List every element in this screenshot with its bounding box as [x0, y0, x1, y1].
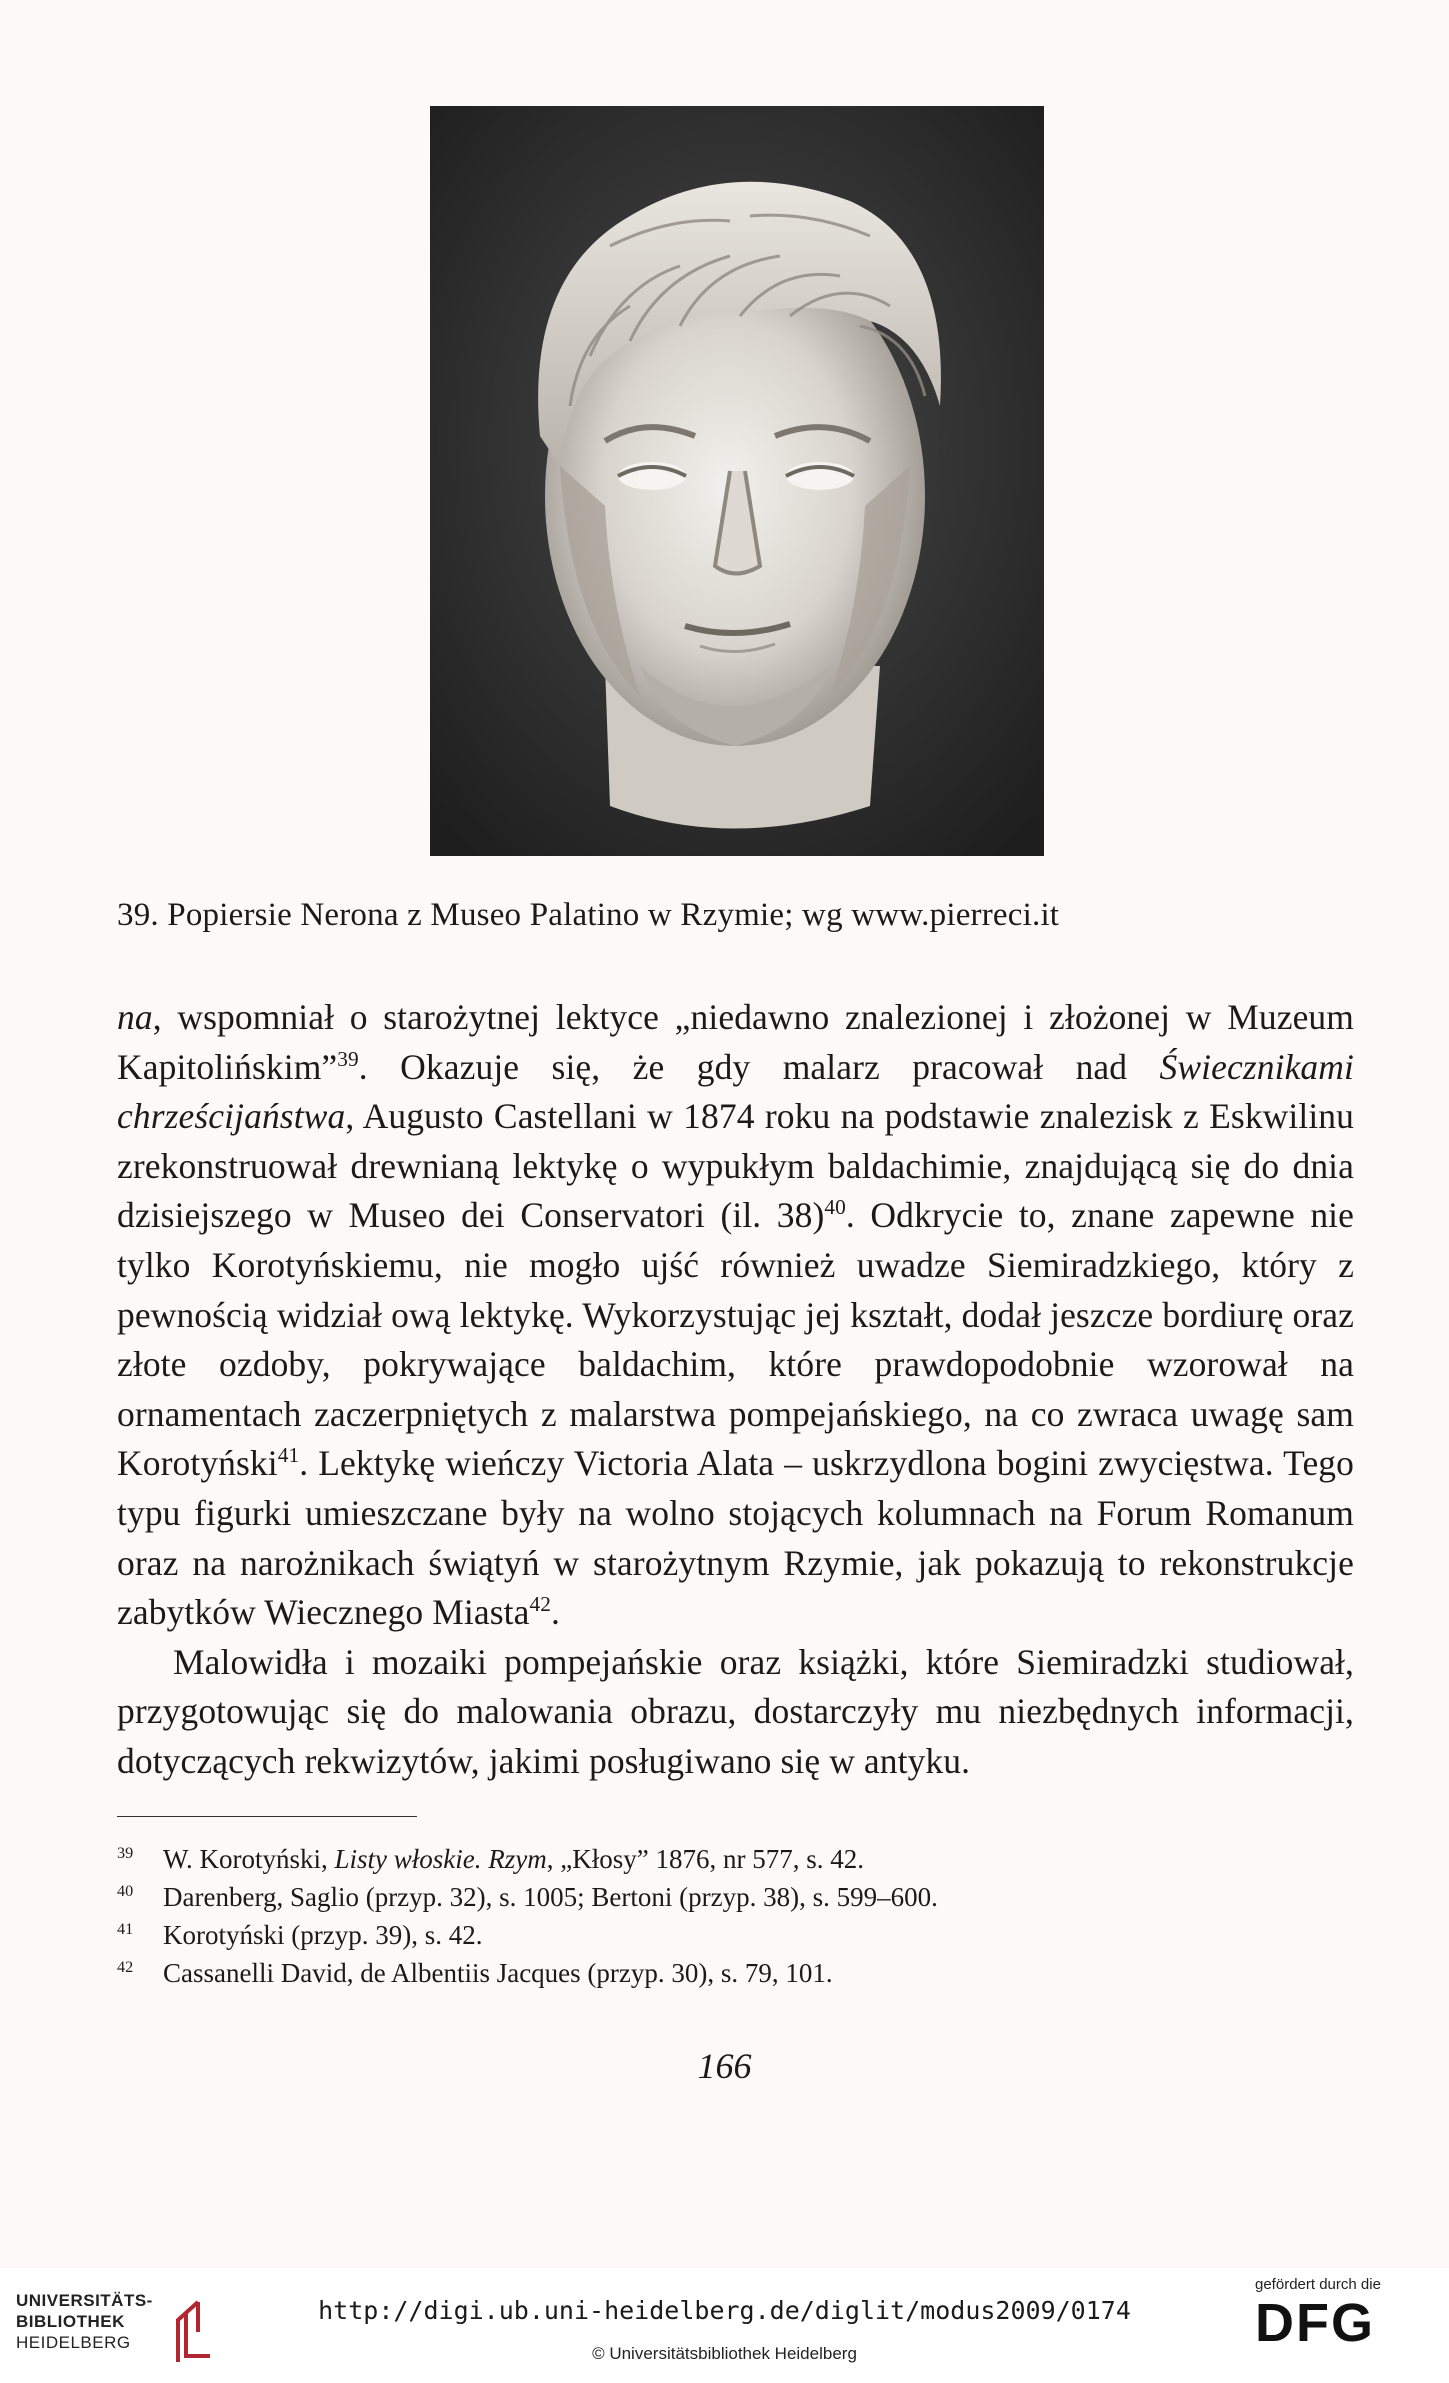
footnote-ref-41[interactable]: 41 — [277, 1443, 300, 1468]
footnote-ref-42[interactable]: 42 — [529, 1592, 551, 1617]
paragraph-1 — [117, 993, 1354, 1638]
page-number: 166 — [697, 2046, 752, 2086]
footnote: $^{40}$ Darenberg, Saglio (przyp. 32), s. 1005; Bertoni (przyp. 38), s. 599–600. — [117, 1882, 938, 1912]
footnote-text: Cassanelli David, de Albentiis Jacques (przyp. 30), s. 79, 101. — [163, 1958, 833, 1988]
main-text — [117, 993, 1354, 1787]
footnote-ref-40[interactable]: 40 — [824, 1195, 846, 1220]
text-fragment: na — [117, 997, 153, 1037]
library-name-line: UNIVERSITÄTS- — [16, 2291, 153, 2310]
bust-illustration — [430, 106, 1044, 856]
footnote-text: Korotyński (przyp. 39), s. 42. — [163, 1920, 483, 1950]
funder-note: gefördert durch die — [1255, 2276, 1381, 2293]
nero-bust-photo — [430, 106, 1044, 856]
footnote-text: W. Korotyński, — [163, 1844, 335, 1874]
figure-caption: 39. Popiersie Nerona z Museo Palatino w Rzymie; wg www.pierreci.it — [117, 897, 1060, 933]
footnote: $^{39}$ W. Korotyński, Listy włoskie. Rzym, „Kłosy” 1876, nr 577, s. 42. — [117, 1844, 864, 1874]
text-fragment: , wspomniał o starożytnej lektyce „niedawno znalezionej i złożonej w Muzeum Kapitolińskim” — [117, 997, 1354, 1087]
paragraph-2: Malowidła i mozaiki pompejańskie oraz książki, które Siemiradzki studiował, przygotowując się do malowania obrazu, dostarczyły mu niezbędnych informacji, dotyczących rekwizytów, jakimi posługiwano się w antyku. — [117, 1641, 1354, 1781]
funder-logo — [1255, 2276, 1435, 2376]
footnote: $^{41}$ Korotyński (przyp. 39), s. 42. — [117, 1920, 483, 1950]
footnote-divider — [117, 1816, 417, 1817]
artwork-title: Świecznikami chrześcijaństwa — [117, 1046, 1354, 1137]
footnotes — [117, 1840, 1357, 1992]
permalink[interactable]: http://digi.ub.uni-heidelberg.de/diglit/modus2009/0174 — [318, 2296, 1131, 2325]
footnote: $^{42}$ Cassanelli David, de Albentiis Jacques (przyp. 30), s. 79, 101. — [117, 1958, 833, 1988]
text-fragment: , Augusto Castellani w 1874 roku na podstawie znalezisk z Eskwilinu zrekonstruował drewnianą lektykę o wypukłym baldachimie, znajdującą się do dnia dzisiejszego w Museo dei Conservatori (il. 38) — [117, 1096, 1354, 1236]
footnote-ref-39[interactable]: 39 — [337, 1046, 359, 1071]
library-name-line: BIBLIOTHEK — [16, 2312, 125, 2331]
text-fragment: . Odkrycie to, znane zapewne nie tylko Korotyńskiemu, nie mogło ujść również uwadze Siemiradzkiego, który z pewnością widział ową lektykę. Wykorzystując jej kształt, dodał jeszcze bordiurę oraz złote ozdoby, pokrywające baldachim, które prawdopodobnie wzorował na ornamentach zaczerpniętych z malarstwa pompejańskiego, na co zwraca uwagę sam Korotyński — [117, 1195, 1354, 1484]
library-name-line: HEIDELBERG — [16, 2333, 131, 2352]
footnote-text: Darenberg, Saglio (przyp. 32), s. 1005; Bertoni (przyp. 38), s. 599–600. — [163, 1882, 938, 1912]
dfg-logo: DFG — [1255, 2293, 1375, 2353]
copyright-notice: © Universitätsbibliothek Heidelberg — [592, 2344, 857, 2363]
text-fragment: . Lektykę wieńczy Victoria Alata – uskrzydlona bogini zwycięstwa. Tego typu figurki umieszczane były na wolno stojących kolumnach na Forum Romanum oraz na narożnikach świątyń w starożytnym Rzymie, jak pokazują to rekonstrukcje zabytków Wiecznego Miasta — [117, 1443, 1354, 1633]
footnote-text: , „Kłosy” 1876, nr 577, s. 42. — [546, 1844, 864, 1874]
footnote-title: Listy włoskie. Rzym — [334, 1844, 547, 1874]
text-fragment: . Okazuje się, że gdy malarz pracował nad — [358, 1046, 1160, 1087]
text-fragment: . — [550, 1592, 560, 1633]
digitization-banner — [0, 2268, 1449, 2383]
